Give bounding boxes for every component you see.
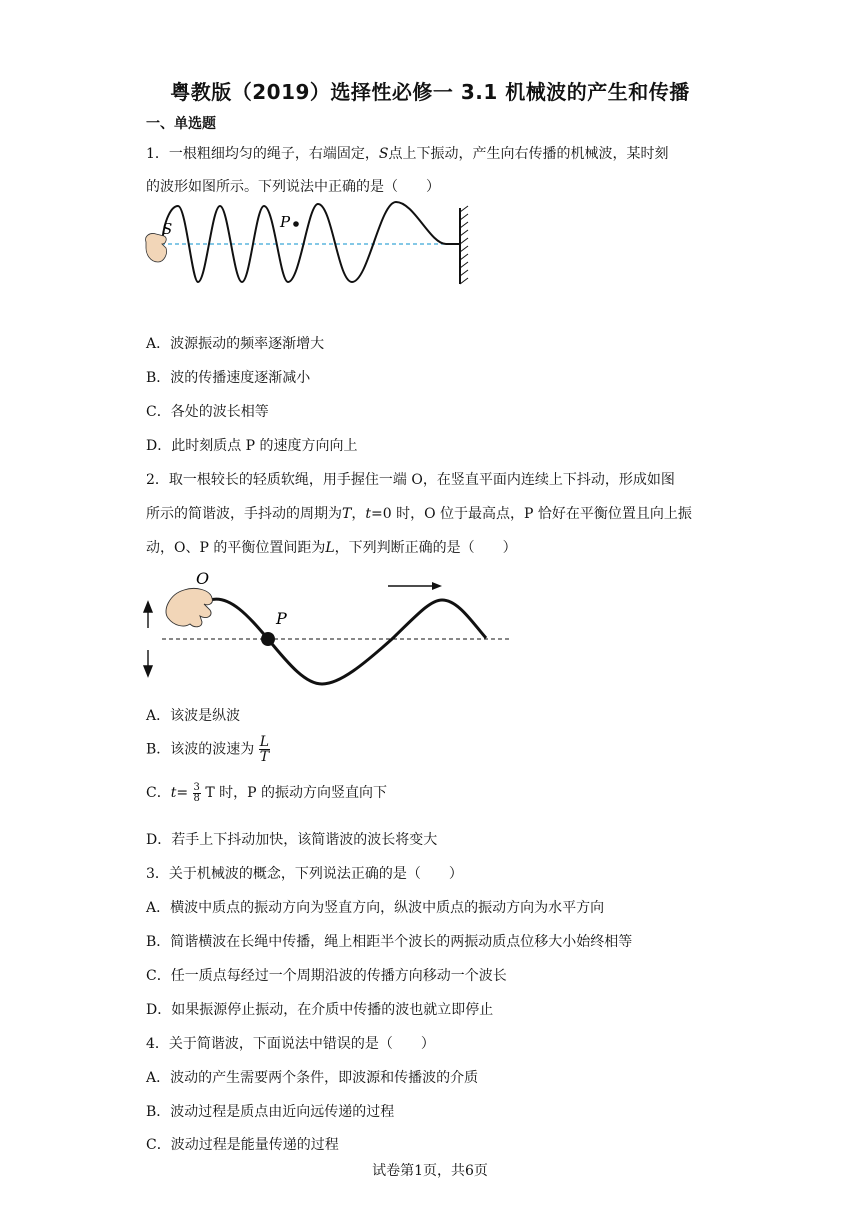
q1-option-c: C．各处的波长相等 <box>146 404 269 420</box>
svg-text:S: S <box>162 220 173 238</box>
q2-stem-line2: 所示的简谐波，手抖动的周期为T，t=0 时，O 位于最高点，P 恰好在平衡位置且向上振 <box>146 506 692 522</box>
q3-option-a: A．横波中质点的振动方向为竖直方向，纵波中质点的振动方向为水平方向 <box>146 900 605 916</box>
q2-stem-line3: 动，O、P 的平衡位置间距为L，下列判断正确的是（ ） <box>146 540 517 556</box>
svg-text:O: O <box>196 569 210 588</box>
fraction-l-over-t: $\frac{L}{T}$ <box>259 734 270 765</box>
fraction-3-over-8: $\frac{3}{8}$ <box>193 781 200 804</box>
q1-stem-line2: 的波形如图所示。下列说法中正确的是（ ） <box>146 179 440 195</box>
propagation-arrow-icon <box>388 582 442 590</box>
q4-stem: 4．关于简谐波，下面说法中错误的是（ ） <box>146 1036 435 1052</box>
svg-text:P: P <box>280 213 291 231</box>
q2-wave-figure <box>140 566 520 692</box>
q1-option-b: B．波的传播速度逐渐减小 <box>146 370 311 386</box>
q2-stem-line1: 2．取一根较长的轻质软绳，用手握住一端 O，在竖直平面内连续上下抖动，形成如图 <box>146 472 675 488</box>
q3-option-b: B．简谐横波在长绳中传播，绳上相距半个波长的两振动质点位移大小始终相等 <box>146 934 633 950</box>
q2-option-d: D．若手上下抖动加快，该简谐波的波长将变大 <box>146 832 438 848</box>
q3-option-d: D．如果振源停止振动，在介质中传播的波也就立即停止 <box>146 1002 494 1018</box>
q2-option-c: C．t= $\frac{3}{8}$ T 时，P 的振动方向竖直向下 <box>146 781 388 804</box>
q1-wave-figure <box>140 198 480 294</box>
q3-stem: 3．关于机械波的概念，下列说法正确的是（ ） <box>146 866 463 882</box>
q1-option-a: A．波源振动的频率逐渐增大 <box>146 336 325 352</box>
page-title: 粤教版（2019）选择性必修一 3.1 机械波的产生和传播 <box>170 80 690 104</box>
svg-text:P: P <box>276 609 287 628</box>
q3-option-c: C．任一质点每经过一个周期沿波的传播方向移动一个波长 <box>146 968 507 984</box>
q1-stem-line1: 1．一根粗细均匀的绳子，右端固定，S点上下振动，产生向右传播的机械波，某时刻 <box>146 146 669 162</box>
point-p-marker <box>261 632 275 646</box>
q2-option-b: B．该波的波速为 $\frac{L}{T}$ <box>146 734 270 765</box>
section-heading: 一、单选题 <box>146 116 216 132</box>
hand-icon <box>166 588 212 626</box>
q4-option-b: B．波动过程是质点由近向远传递的过程 <box>146 1104 395 1120</box>
point-p-marker <box>293 221 299 227</box>
q1-option-d: D．此时刻质点 P 的速度方向向上 <box>146 438 358 454</box>
q2-option-a: A．该波是纵波 <box>146 708 241 724</box>
q4-option-c: C．波动过程是能量传递的过程 <box>146 1137 339 1153</box>
q4-option-a: A．波动的产生需要两个条件，即波源和传播波的介质 <box>146 1070 479 1086</box>
page-footer: 试卷第1页，共6页 <box>372 1163 488 1179</box>
vertical-arrow-icon <box>144 602 152 676</box>
